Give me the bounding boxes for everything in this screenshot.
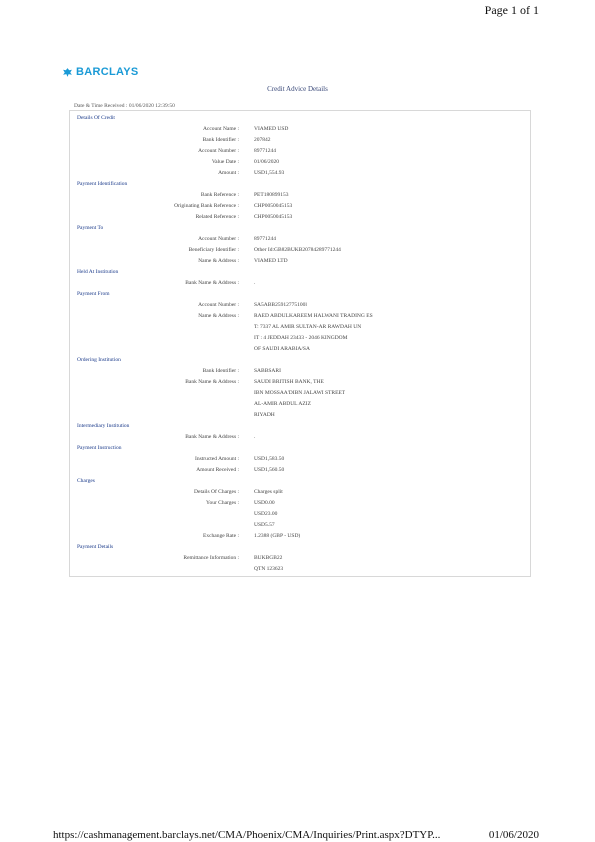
field-value: SAUDI BRITISH BANK, THE (254, 379, 324, 385)
field-values (239, 168, 284, 179)
field-value: T: 7337 AL AMIR SULTAN-AR RAWDAH UN (254, 324, 362, 330)
field-label: Bank Name & Address : (185, 379, 239, 385)
details-sections (77, 113, 527, 575)
field-label: Account Number : (198, 236, 239, 242)
detail-row (77, 245, 527, 256)
detail-row (77, 190, 527, 201)
brand-name: BARCLAYS (76, 66, 139, 78)
detail-row (77, 234, 527, 245)
field-values (239, 190, 289, 201)
field-value: CHP0050045153 (254, 214, 293, 220)
field-values (239, 201, 292, 212)
footer-date: 01/06/2020 (488, 829, 539, 841)
field-label: Name & Address : (198, 313, 239, 319)
field-values (239, 146, 276, 157)
field-values (239, 300, 307, 311)
field-label: Bank Identifier : (202, 137, 239, 143)
field-value: IT : 4 JEDDAH 23433 - 2046 KINGDOM (254, 335, 348, 341)
field-label: Originating Bank Reference : (174, 203, 239, 209)
detail-row (77, 201, 527, 212)
field-label: Bank Name & Address : (185, 434, 239, 440)
field-value: RIYADH (254, 412, 275, 418)
field-label: Account Number : (198, 148, 239, 154)
field-label: Details Of Charges : (194, 489, 239, 495)
field-value: 89771244 (254, 148, 276, 154)
field-value: Other Id:GB82BUKB20784289771244 (254, 247, 341, 253)
field-values (239, 553, 283, 575)
detail-row (77, 278, 527, 289)
detail-row (77, 487, 527, 498)
field-value: USD0.00 (254, 500, 275, 506)
field-value: SABBSARI (254, 368, 281, 374)
footer-url: https://cashmanagement.barclays.net/CMA/Phoenix/CMA/Inquiries/Print.aspx?DTYP... (53, 829, 441, 841)
detail-row (77, 256, 527, 267)
field-value: OF SAUDI ARABIA/SA (254, 346, 310, 352)
section-title: Payment Identification (77, 181, 128, 187)
field-values (239, 157, 279, 168)
detail-row (77, 531, 527, 542)
detail-row (77, 135, 527, 146)
field-label: Remittance Information : (183, 555, 239, 561)
field-value: USD5.57 (254, 522, 275, 528)
field-value: PET180899153 (254, 192, 289, 198)
detail-row (77, 465, 527, 476)
section-title: Ordering Institution (77, 357, 121, 363)
detail-row (77, 157, 527, 168)
detail-row (77, 553, 527, 575)
field-value: 207842 (254, 137, 271, 143)
detail-row (77, 212, 527, 223)
field-value: . (254, 280, 256, 286)
field-values (239, 432, 255, 443)
detail-row (77, 124, 527, 135)
field-label: Your Charges : (206, 500, 239, 506)
field-values (239, 278, 255, 289)
field-label: Bank Identifier : (202, 368, 239, 374)
detail-row (77, 454, 527, 465)
section-title: Details Of Credit (77, 115, 115, 121)
field-value: VIAMED LTD (254, 258, 288, 264)
field-values (239, 234, 276, 245)
field-value: BUKBGB22 (254, 555, 283, 561)
field-values (239, 311, 373, 355)
field-label: Related Reference : (195, 214, 239, 220)
page-title: Credit Advice Details (267, 85, 328, 93)
detail-row (77, 498, 527, 531)
field-values (239, 465, 284, 476)
field-value: RAED ABDULKAREEM HALWANI TRADING ES (254, 313, 373, 319)
field-value: CHP0050045153 (254, 203, 293, 209)
field-value: USD1,560.50 (254, 467, 285, 473)
field-values (239, 245, 341, 256)
field-values (239, 366, 281, 377)
field-value: Charges split (254, 489, 283, 495)
field-value: 1.2388 (GBP - USD) (254, 533, 301, 539)
detail-row (77, 377, 527, 421)
field-value: USD1,583.50 (254, 456, 285, 462)
detail-row (77, 146, 527, 157)
detail-row (77, 366, 527, 377)
field-label: Amount Received : (196, 467, 239, 473)
field-value: 89771244 (254, 236, 276, 242)
field-label: Instructed Amount : (195, 456, 239, 462)
field-value: . (254, 434, 256, 440)
field-label: Amount : (218, 170, 239, 176)
field-label: Bank Name & Address : (185, 280, 239, 286)
eagle-icon (62, 67, 73, 78)
field-values (239, 256, 288, 267)
field-label: Name & Address : (198, 258, 239, 264)
field-values (239, 377, 345, 421)
barclays-logo (62, 66, 139, 78)
field-label: Account Name : (202, 126, 239, 132)
field-values (239, 124, 288, 135)
field-values (239, 454, 284, 465)
field-label: Exchange Rate : (202, 533, 239, 539)
field-value: QTN 123623 (254, 566, 284, 572)
field-value: IBN MOSSAA'DIBN JALAWI STREET (254, 390, 346, 396)
field-value: SA5ABB25912775100l (254, 302, 307, 308)
field-value: 01/06/2020 (254, 159, 280, 165)
section-title: Intermediary Institution (77, 423, 130, 429)
section-title: Payment Instruction (77, 445, 122, 451)
section-title: Payment To (77, 225, 104, 231)
detail-row (77, 432, 527, 443)
field-value: USD23.00 (254, 511, 278, 517)
section-title: Held At Institution (77, 269, 119, 275)
field-label: Beneficiary Identifier : (188, 247, 239, 253)
detail-row (77, 311, 527, 355)
field-values (239, 135, 271, 146)
field-values (239, 498, 277, 531)
field-value: USD1,554.93 (254, 170, 285, 176)
field-label: Value Date : (211, 159, 239, 165)
section-title: Charges (77, 478, 95, 484)
datetime-received: Date & Time Received : 01/06/2020 12:39:50 (74, 103, 175, 109)
field-value: VIAMED USD (254, 126, 289, 132)
field-values (239, 212, 292, 223)
field-label: Account Number : (198, 302, 239, 308)
field-values (239, 531, 300, 542)
page-number: Page 1 of 1 (484, 3, 539, 17)
field-value: AL-AMIR ABDUL AZIZ (254, 401, 311, 407)
detail-row (77, 168, 527, 179)
section-title: Payment From (77, 291, 110, 297)
field-label: Bank Reference : (200, 192, 239, 198)
section-title: Payment Details (77, 544, 114, 550)
detail-row (77, 300, 527, 311)
field-values (239, 487, 283, 498)
